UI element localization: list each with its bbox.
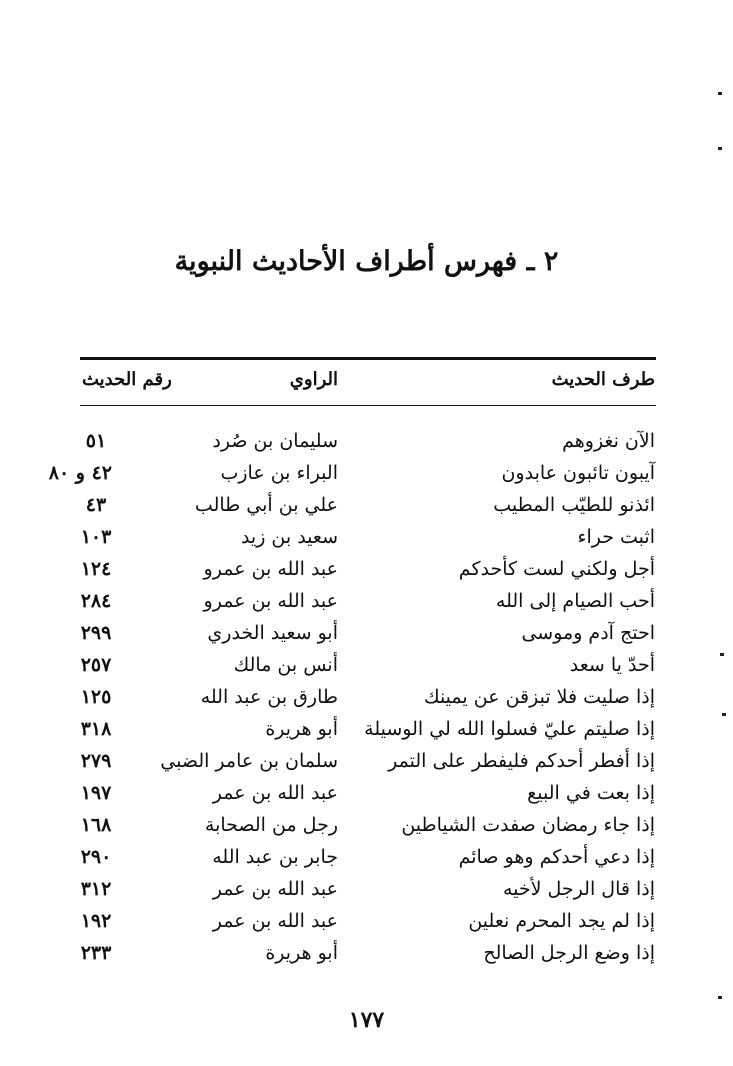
narrator-cell: عبد الله بن عمرو <box>203 558 338 580</box>
column-header-hadith-number: رقم الحديث <box>82 369 172 390</box>
hadith-text-cell: إذا صليت فلا تبزقن عن يمينك <box>423 686 655 708</box>
table-row <box>0 777 733 809</box>
page-title: ٢ ـ فهرس أطراف الأحاديث النبوية <box>174 246 559 277</box>
table-row <box>0 585 733 617</box>
table-row <box>0 617 733 649</box>
hadith-text-cell: إذا وضع الرجل الصالح <box>483 942 655 964</box>
hadith-text-cell: إذا أفطر أحدكم فليفطر على التمر <box>388 750 655 772</box>
table-row <box>0 905 733 937</box>
narrator-cell: عبد الله بن عمرو <box>203 590 338 612</box>
hadith-number-cell: ١٢٥ <box>80 686 112 708</box>
narrator-cell: رجل من الصحابة <box>204 814 338 836</box>
narrator-cell: سعيد بن زيد <box>240 526 338 548</box>
hadith-number-cell: ٤٣ <box>85 494 107 516</box>
scan-mark <box>718 996 722 999</box>
hadith-text-cell: أجل ولكني لست كأحدكم <box>458 558 655 580</box>
hadith-text-cell: اثبت حراء <box>577 526 655 548</box>
column-header-hadith-text: طرف الحديث <box>551 369 655 390</box>
table-row <box>0 841 733 873</box>
narrator-cell: عبد الله بن عمر <box>212 878 338 900</box>
table-row <box>0 649 733 681</box>
narrator-cell: سليمان بن صُرد <box>212 430 338 452</box>
table-row <box>0 457 733 489</box>
hadith-text-cell: إذا جاء رمضان صفدت الشياطين <box>401 814 655 836</box>
table-row <box>0 713 733 745</box>
table-row <box>0 809 733 841</box>
hadith-text-cell: احتج آدم وموسى <box>521 622 655 644</box>
hadith-number-cell: ٢٣٣ <box>80 942 112 964</box>
hadith-index-table <box>0 425 733 969</box>
narrator-cell: طارق بن عبد الله <box>200 686 338 708</box>
narrator-cell: البراء بن عازب <box>220 462 338 484</box>
scan-mark <box>722 713 726 716</box>
hadith-text-cell: أحب الصيام إلى الله <box>495 590 655 612</box>
narrator-cell: عبد الله بن عمر <box>212 910 338 932</box>
hadith-text-cell: إذا قال الرجل لأخيه <box>503 878 655 900</box>
hadith-number-cell: ١٦٨ <box>80 814 112 836</box>
hadith-text-cell: إذا بعت في البيع <box>527 782 655 804</box>
hadith-text-cell: إذا لم يجد المحرم نعلين <box>468 910 655 932</box>
table-header-rule <box>80 405 656 406</box>
narrator-cell: جابر بن عبد الله <box>212 846 338 868</box>
table-row <box>0 553 733 585</box>
hadith-number-cell: ٣١٨ <box>80 718 112 740</box>
hadith-text-cell: آيبون تائبون عابدون <box>501 462 655 484</box>
hadith-text-cell: ائذنو للطيّب المطيب <box>493 494 655 516</box>
table-row <box>0 745 733 777</box>
narrator-cell: أنس بن مالك <box>233 654 338 676</box>
hadith-number-cell: ٥١ <box>85 430 107 452</box>
hadith-number-cell: ١٢٤ <box>80 558 112 580</box>
hadith-number-cell: ٢٨٤ <box>80 590 112 612</box>
scan-mark <box>720 653 724 656</box>
page-number: ١٧٧ <box>348 1007 385 1033</box>
scan-mark <box>718 147 722 150</box>
narrator-cell: أبو سعيد الخدري <box>207 622 338 644</box>
narrator-cell: أبو هريرة <box>265 718 338 740</box>
narrator-cell: علي بن أبي طالب <box>194 494 338 516</box>
hadith-number-cell: ١٠٣ <box>80 526 112 548</box>
scan-mark <box>718 92 722 95</box>
hadith-number-cell: ٣١٢ <box>80 878 112 900</box>
table-top-rule <box>80 357 656 360</box>
table-row <box>0 521 733 553</box>
hadith-text-cell: إذا دعي أحدكم وهو صائم <box>458 846 655 868</box>
hadith-text-cell: الآن نغزوهم <box>562 430 655 452</box>
column-header-narrator: الراوي <box>289 369 338 390</box>
narrator-cell: أبو هريرة <box>265 942 338 964</box>
hadith-number-cell: ٢٩٠ <box>80 846 112 868</box>
narrator-cell: سلمان بن عامر الضبي <box>160 750 338 772</box>
hadith-number-cell: ٢٥٧ <box>80 654 112 676</box>
hadith-number-cell: ١٩٢ <box>80 910 112 932</box>
table-row <box>0 425 733 457</box>
table-row <box>0 873 733 905</box>
hadith-number-cell: ٤٢ و ٨٠ <box>48 462 112 484</box>
narrator-cell: عبد الله بن عمر <box>212 782 338 804</box>
hadith-number-cell: ١٩٧ <box>80 782 112 804</box>
hadith-number-cell: ٢٩٩ <box>80 622 112 644</box>
table-row <box>0 937 733 969</box>
table-row <box>0 681 733 713</box>
table-row <box>0 489 733 521</box>
hadith-text-cell: أحدّ يا سعد <box>569 654 655 676</box>
hadith-text-cell: إذا صليتم عليّ فسلوا الله لي الوسيلة <box>364 718 655 740</box>
hadith-number-cell: ٢٧٩ <box>80 750 112 772</box>
